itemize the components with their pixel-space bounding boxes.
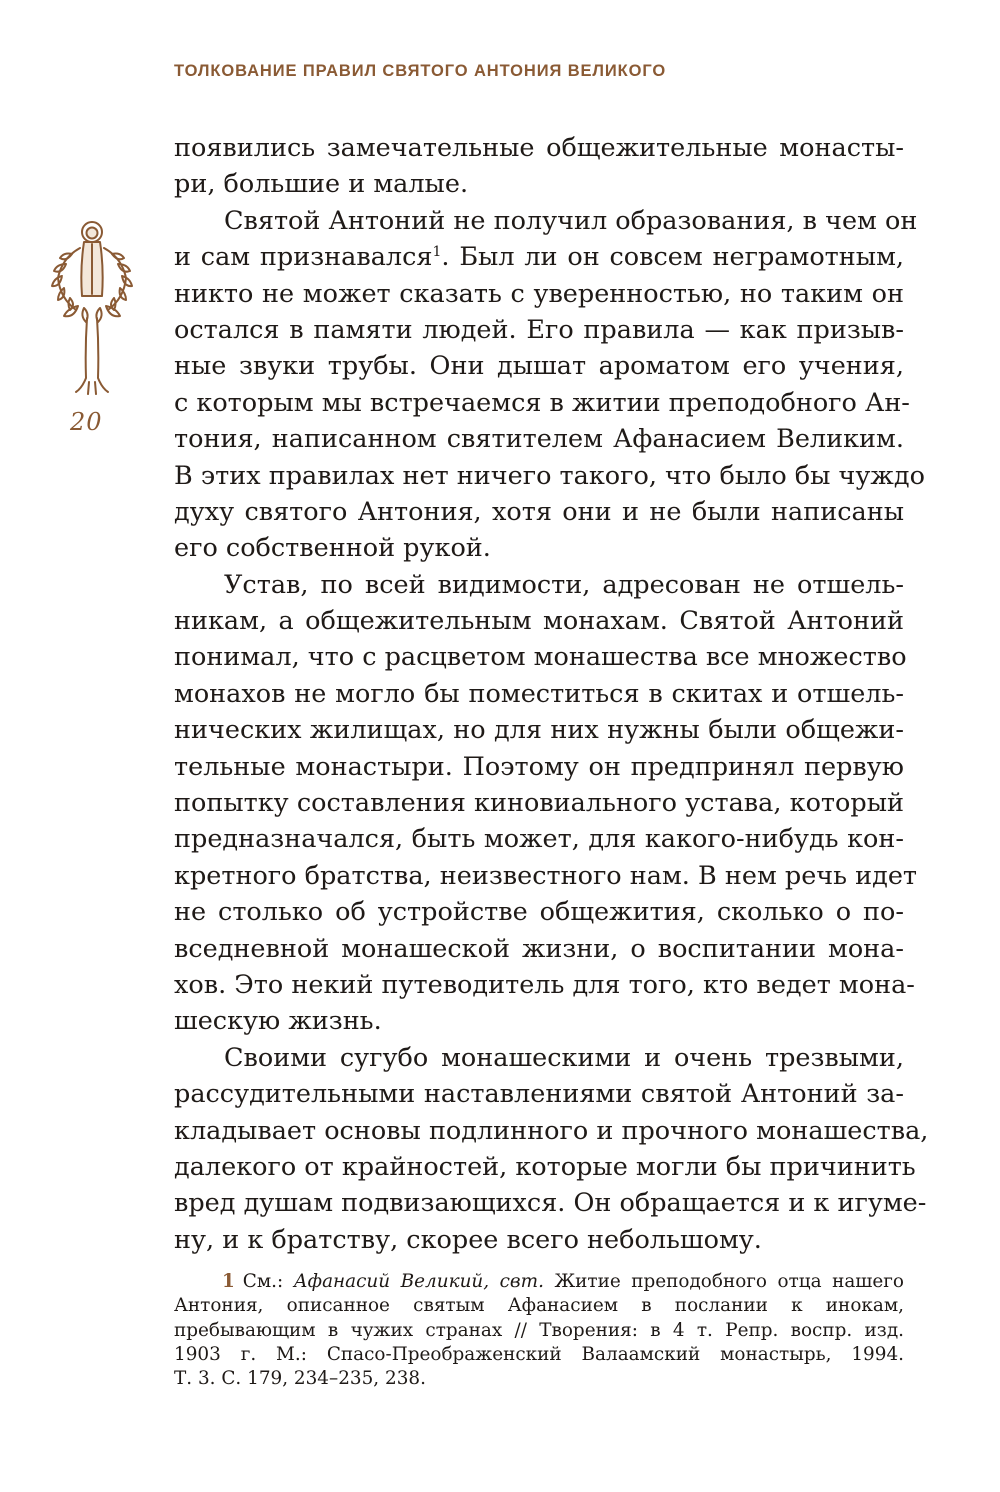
text-line: монахов не могло бы поместиться в скитах и отшель- <box>174 678 904 709</box>
text-line: Своими сугубо монашескими и очень трезвыми, <box>224 1042 904 1073</box>
text-line: нических жилищах, но для них нужны были общежи- <box>174 715 904 746</box>
body-text <box>174 130 929 1258</box>
text-line: остался в памяти людей. Его правила — как призыв- <box>174 314 904 345</box>
text-line: кретного братства, неизвестного нам. В нем речь идет <box>174 860 918 891</box>
text-line: с которым мы встречаемся в житии преподобного Ан- <box>174 387 910 418</box>
text-line: появились замечательные общежительные монасты- <box>174 133 904 163</box>
running-title: ТОЛКОВАНИЕ ПРАВИЛ СВЯТОГО АНТОНИЯ ВЕЛИКОГО <box>174 62 667 80</box>
text-line: хов. Это некий путеводитель для того, кто ведет мона- <box>174 969 915 1000</box>
text-line: понимал, что с расцветом монашества все множество <box>174 642 907 673</box>
footnote-reference[interactable]: 1 <box>432 244 442 261</box>
footnote-line: Т. 3. С. 179, 234–235, 238. <box>174 1368 426 1390</box>
text-fragment: . Был ли он совсем неграмотным, <box>441 242 905 273</box>
text-line: никто не может сказать с уверенностью, но таким он <box>174 278 904 309</box>
footnote <box>174 1270 904 1391</box>
page-number: 20 <box>70 408 103 436</box>
text-line: не столько об устройстве общежития, сколько о по- <box>174 897 904 928</box>
text-line: тония, написанном святителем Афанасием Великим. <box>174 424 904 455</box>
saint-tree-emblem-icon <box>42 218 142 403</box>
text-line: Устав, по всей видимости, адресован не отшель- <box>224 569 904 600</box>
footnote-number: 1 <box>222 1271 235 1292</box>
text-line: Святой Антоний не получил образования, в чем он <box>224 205 918 236</box>
text-line: духу святого Антония, хотя они и не были написаны <box>174 496 904 527</box>
text-line: вседневной монашеской жизни, о воспитании мона- <box>174 933 904 964</box>
text-line: никам, а общежительным монахам. Святой Антоний <box>174 606 904 637</box>
text-line: вред душам подвизающихся. Он обращается и к игуме- <box>174 1188 927 1219</box>
text-line: В этих правилах нет ничего такого, что было бы чуждо <box>174 460 925 491</box>
text-line: предназначался, быть может, для какого-нибудь кон- <box>174 824 904 855</box>
footnote-text: Житие преподобного отца нашего <box>543 1271 904 1292</box>
footnote-line: 1903 г. М.: Спасо-Преображенский Валаамский монастырь, 1994. <box>174 1343 904 1365</box>
text-line: шескую жизнь. <box>174 1006 382 1037</box>
text-line: ну, и к братству, скорее всего небольшому. <box>174 1224 762 1255</box>
footnote-line <box>174 1270 904 1294</box>
footnote-see: См.: <box>242 1271 294 1292</box>
text-line: ные звуки трубы. Они дышат ароматом его учения, <box>174 351 904 382</box>
text-line: ри, большие и малые. <box>174 169 469 200</box>
text-line: далекого от крайностей, которые могли бы причинить <box>174 1151 916 1182</box>
text-fragment: и сам признавался <box>174 242 433 273</box>
text-line: его собственной рукой. <box>174 533 491 564</box>
text-line: кладывает основы подлинного и прочного монашества, <box>174 1115 929 1146</box>
footnote-author: Афанасий Великий, свт. <box>293 1271 544 1292</box>
text-line: рассудительными наставлениями святой Антоний за- <box>174 1079 904 1110</box>
footnote-line: пребывающим в чужих странах // Творения: в 4 т. Репр. воспр. изд. <box>174 1319 904 1341</box>
text-line: попытку составления киновиального устава, который <box>174 788 904 819</box>
text-line-with-footnote <box>174 239 904 275</box>
footnote-line: Антония, описанное святым Афанасием в послании к инокам, <box>174 1295 904 1317</box>
text-line: тельные монастыри. Поэтому он предпринял первую <box>174 751 904 782</box>
